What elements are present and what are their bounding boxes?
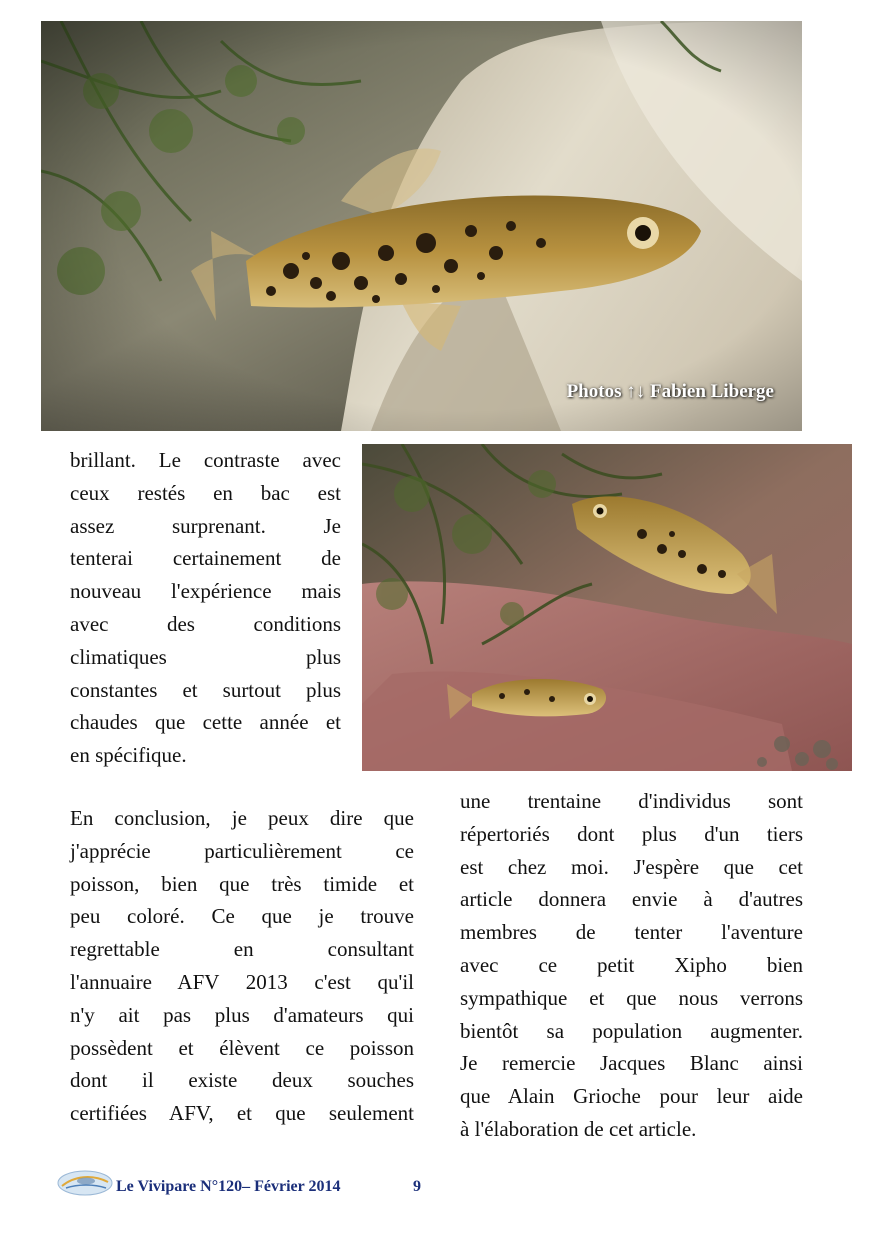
text-line: regrettable en consultant bbox=[70, 937, 414, 962]
text-line: une trentaine d'individus sont bbox=[460, 789, 803, 813]
text-line: n'y ait pas plus d'amateurs qui bbox=[70, 1002, 414, 1027]
text-line: nouveau l'expérience mais bbox=[70, 579, 341, 604]
text-line: que Alain Grioche pour leur aide bbox=[460, 1084, 803, 1109]
text-line: article donnera envie à d'autres bbox=[460, 887, 803, 912]
text-line: sympathique et que nous verrons bbox=[460, 985, 803, 1010]
text-line: peu coloré. Ce que je trouve bbox=[70, 904, 414, 929]
text-column-top-left bbox=[70, 444, 341, 772]
text-line: ceux restés en bac est bbox=[70, 480, 341, 505]
page-number: 9 bbox=[413, 1178, 421, 1195]
text-line: assez surprenant. Je bbox=[70, 513, 341, 538]
text-line: bientôt sa population augmenter. bbox=[460, 1018, 803, 1043]
text-line: brillant. Le contraste avec bbox=[70, 448, 341, 472]
text-line: avec des conditions bbox=[70, 611, 341, 636]
text-line: En conclusion, je peux dire que bbox=[70, 806, 414, 830]
text-line: climatiques plus bbox=[70, 644, 341, 669]
publication-name: Le Vivipare N°120– Février 2014 bbox=[116, 1178, 341, 1195]
text-line: poisson, bien que très timide et bbox=[70, 871, 414, 896]
text-line: l'annuaire AFV 2013 c'est qu'il bbox=[70, 969, 414, 994]
text-line: Je remercie Jacques Blanc ainsi bbox=[460, 1051, 803, 1076]
text-line: membres de tenter l'aventure bbox=[460, 920, 803, 945]
fish-photo-image bbox=[41, 21, 802, 431]
photo-fish-top bbox=[41, 21, 802, 431]
text-line: à l'élaboration de cet article. bbox=[460, 1116, 697, 1141]
text-line: constantes et surtout plus bbox=[70, 677, 341, 702]
text-line: j'apprécie particulièrement ce bbox=[70, 838, 414, 863]
text-line: possèdent et élèvent ce poisson bbox=[70, 1035, 414, 1060]
text-line: avec ce petit Xipho bien bbox=[460, 952, 803, 977]
text-line: tenterai certainement de bbox=[70, 546, 341, 571]
text-line: en spécifique. bbox=[70, 743, 187, 768]
fish-pair-photo-image bbox=[362, 444, 852, 771]
text-line: répertoriés dont plus d'un tiers bbox=[460, 821, 803, 846]
text-column-right bbox=[460, 785, 803, 1146]
photo-credit: Photos ↑↓ Fabien Liberge bbox=[566, 381, 774, 402]
text-line: dont il existe deux souches bbox=[70, 1068, 414, 1093]
text-line: est chez moi. J'espère que cet bbox=[460, 854, 803, 879]
afv-logo-icon bbox=[56, 1166, 114, 1198]
photo-fish-pair bbox=[362, 444, 852, 771]
text-line: chaudes que cette année et bbox=[70, 710, 341, 735]
text-column-bottom-left bbox=[70, 802, 414, 1130]
page-footer bbox=[56, 1166, 436, 1206]
text-line: certifiées AFV, et que seulement bbox=[70, 1101, 414, 1126]
